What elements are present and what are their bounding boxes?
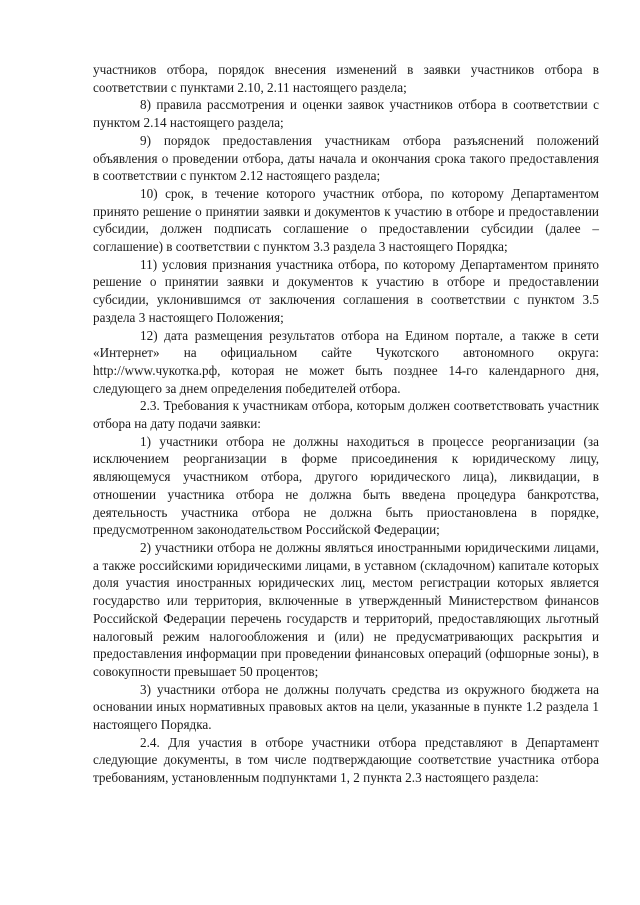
paragraph-continuation: участников отбора, порядок внесения изменений в заявки участников отбора в соответствии с пунктами 2.10, 2.11 настоящего раздела; — [93, 62, 599, 95]
paragraph-section-2-3: 2.3. Требования к участникам отбора, которым должен соответствовать участник отбора на дату подачи заявки: — [93, 398, 599, 432]
paragraph-requirement-1: 1) участники отбора не должны находиться в процессе реорганизации (за исключением реорганизации в форме присоединения к юридическому лицу, являющемуся участником отбора, другого юридического лица), ликвидации, в отношении участника отбора не должна быть введена процедура банкротства, деятельность участника отбора не должна быть приостановлена в порядке, предусмотренном законодательством Российской Федерации; — [93, 433, 599, 538]
paragraph-item-9: 9) порядок предоставления участникам отбора разъяснений положений объявления о проведении отбора, даты начала и окончания срока такого предоставления в соответствии с пунктом 2.12 настоящего раздела; — [93, 132, 599, 184]
paragraph-item-11: 11) условия признания участника отбора, по которому Департаментом принято решение о принятии заявки и документов к участию в отборе и предоставлении субсидии, уклонившимся от заключения соглашения в соответствии с пунктом 3.5 раздела 3 настоящего Положения; — [93, 256, 599, 325]
paragraph-requirement-3: 3) участники отбора не должны получать средства из окружного бюджета на основании иных нормативных правовых актов на цели, указанные в пункте 1.2 раздела 1 настоящего Порядка. — [93, 681, 599, 733]
paragraph-requirement-2: 2) участники отбора не должны являться иностранными юридическими лицами, а также российскими юридическими лицами, в уставном (складочном) капитале которых доля участия иностранных юридических лиц, местом регистрации которых является государство или территория, включенные в утвержденный Министерством финансов Российской Федерации перечень государств и территорий, предоставляющих льготный налоговый режим налогообложения и (или) не предусматривающих раскрытия и предоставления информации при проведении финансовых операций (офшорные зоны), в совокупности превышает 50 процентов; — [93, 539, 599, 679]
paragraph-item-12: 12) дата размещения результатов отбора на Едином портале, а также в сети «Интернет» на официальном сайте Чукотского автономного округа: http://www.чукотка.рф, которая не может быть позднее 14-го календарного дня, следующего за днем определения победителей отбора. — [93, 327, 599, 396]
document-page — [93, 61, 599, 787]
paragraph-item-10: 10) срок, в течение которого участник отбора, по которому Департаментом принято решение о принятии заявки и документов к участию в отборе и предоставлении субсидии, должен подписать соглашение о предоставлении субсидии (далее – соглашение) в соответствии с пунктом 3.3 раздела 3 настоящего Порядка; — [93, 185, 599, 255]
paragraph-section-2-4: 2.4. Для участия в отборе участники отбора представляют в Департамент следующие документы, в том числе подтверждающие соответствие участника отбора требованиям, установленным подпунктами 1, 2 пункта 2.3 настоящего раздела: — [93, 734, 599, 786]
paragraph-item-8: 8) правила рассмотрения и оценки заявок участников отбора в соответствии с пунктом 2.14 настоящего раздела; — [93, 97, 599, 131]
